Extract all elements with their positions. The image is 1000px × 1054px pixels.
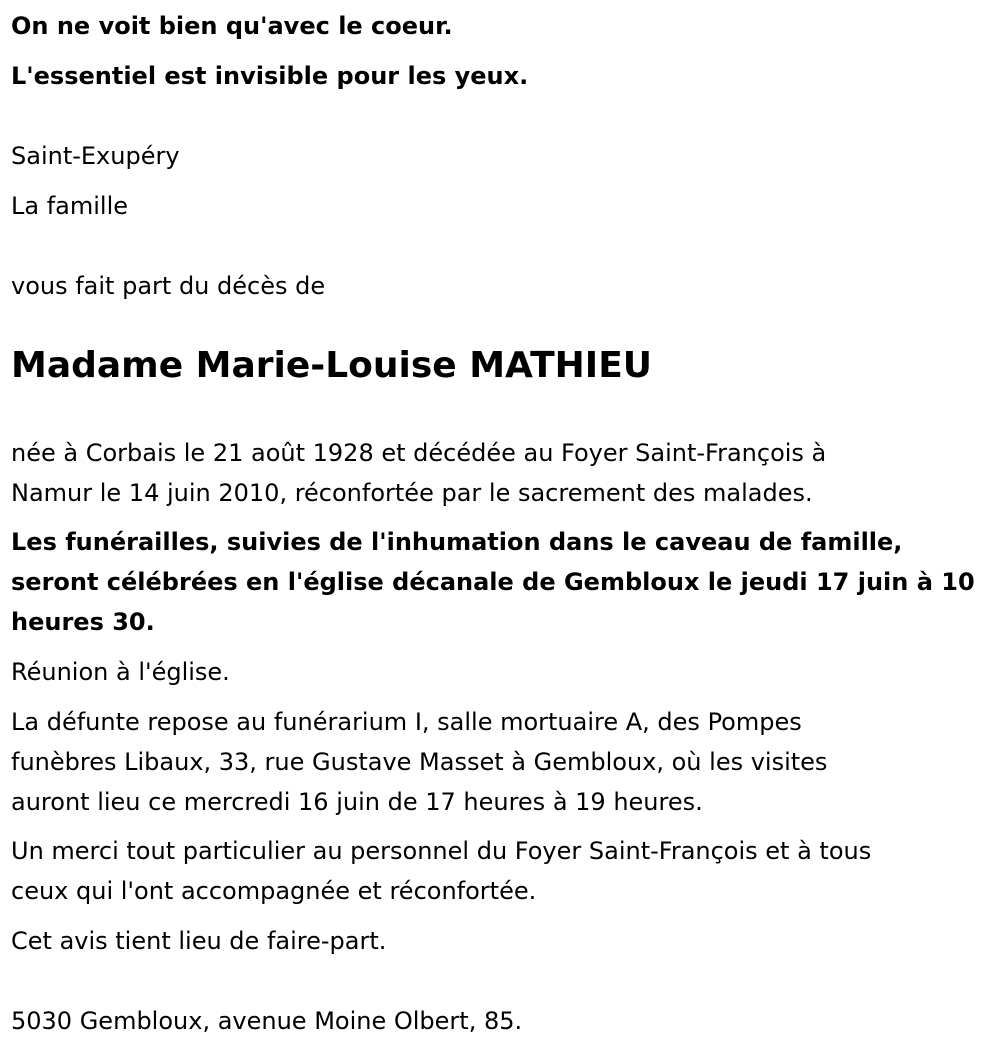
funeral-line-3: heures 30. [11, 608, 155, 636]
meeting-text: Réunion à l'église. [11, 658, 230, 686]
birth-death-line-1: née à Corbais le 21 août 1928 et décédée au Foyer Saint-François à [11, 439, 827, 467]
funeral-line-2: seront célébrées en l'église décanale de Gembloux le jeudi 17 juin à 10 [11, 568, 975, 596]
repose-line-2: funèbres Libaux, 33, rue Gustave Masset à Gembloux, où les visites [11, 748, 828, 776]
quote-author: Saint-Exupéry [11, 142, 180, 170]
quote-line-2: L'essentiel est invisible pour les yeux. [11, 62, 529, 90]
quote-line-1: On ne voit bien qu'avec le coeur. [11, 12, 453, 40]
announcement-intro: vous fait part du décès de [11, 272, 326, 300]
address-text: 5030 Gembloux, avenue Moine Olbert, 85. [11, 1007, 523, 1035]
family-label: La famille [11, 192, 129, 220]
birth-death-line-2: Namur le 14 juin 2010, réconfortée par le sacrement des malades. [11, 479, 813, 507]
thanks-line-1: Un merci tout particulier au personnel du Foyer Saint-François et à tous [11, 837, 872, 865]
notice-text: Cet avis tient lieu de faire-part. [11, 927, 387, 955]
thanks-line-2: ceux qui l'ont accompagnée et réconfortée. [11, 877, 537, 905]
repose-line-3: auront lieu ce mercredi 16 juin de 17 heures à 19 heures. [11, 788, 703, 816]
funeral-line-1: Les funérailles, suivies de l'inhumation dans le caveau de famille, [11, 528, 903, 556]
repose-line-1: La défunte repose au funérarium I, salle mortuaire A, des Pompes [11, 708, 802, 736]
deceased-name: Madame Marie-Louise MATHIEU [11, 345, 653, 386]
